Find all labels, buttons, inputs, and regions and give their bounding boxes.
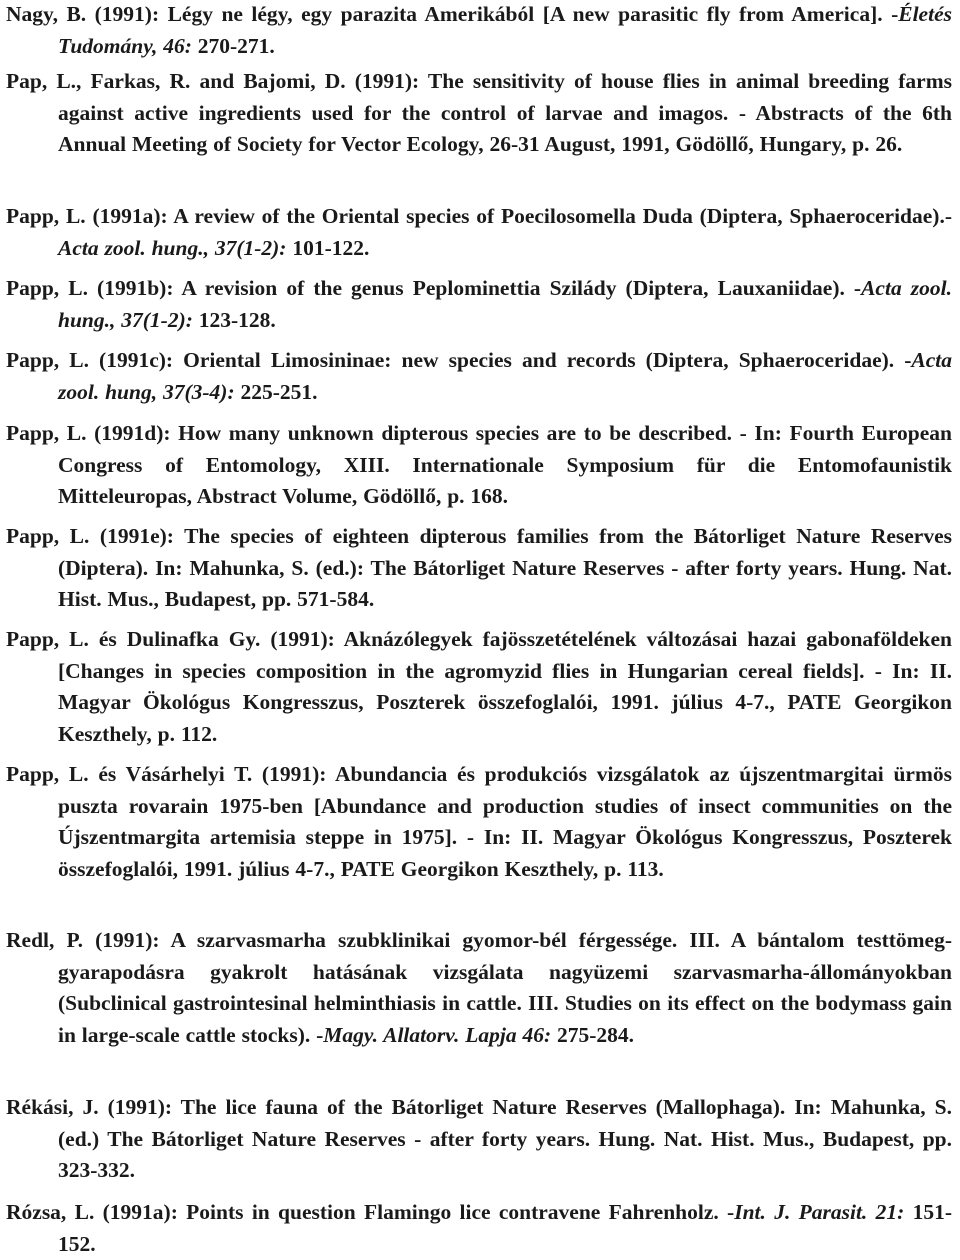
reference-text: (1991): Aknázólegyek fajösszetételének változásai hazai gabonaföldeken [Changes in species composition in the agromyzid flies in Hungarian cereal fields]. - In: II. Magyar Ökológus Kongresszus, Poszterek összefoglalói, 1991. július 4-7., PATE Georgikon Keszthely, p. 112. <box>58 627 952 746</box>
reference-text: (1991): Légy ne légy, egy parazita Amerikából [A new parasitic fly from America]. - <box>86 2 899 26</box>
reference-entry <box>6 1092 952 1187</box>
reference-text: (1991): The lice fauna of the Bátorliget Nature Reserves (Mallophaga). In: Mahunka, S. (ed.) The Bátorliget Nature Reserves - after forty years. Hung. Nat. Hist. Mus., Budapest, pp. 323-332. <box>58 1095 952 1182</box>
reference-entry <box>6 273 952 336</box>
reference-author: Papp, L. <box>6 524 90 548</box>
reference-text: (1991c): Oriental Limosininae: new species and records (Diptera, Sphaeroceridae). - <box>88 348 912 372</box>
reference-text: (1991): Abundancia és produkciós vizsgálatok az újszentmargitai ürmös puszta rovarain 1975-ben [Abundance and production studies of insect communities on the Újszentmargita artemisia steppe in 1975]. - In: II. Magyar Ökológus Kongresszus, Poszterek összefoglalói, 1991. július 4-7., PATE Georgikon Keszthely, p. 113. <box>58 762 952 881</box>
reference-author: Papp, L. <box>6 204 86 228</box>
reference-text: (1991b): A revision of the genus Peplominettia Szilády (Diptera, Lauxaniidae). - <box>87 276 862 300</box>
reference-author: Pap, L., Farkas, R. and Bajomi, D. <box>6 69 346 93</box>
reference-entry <box>6 759 952 885</box>
reference-author: Papp, L. <box>6 348 89 372</box>
reference-text: (1991): A szarvasmarha szubklinikai gyomor-bél férgessége. III. A bántalom testtömeg-gyarapodásra gyakrolt hatásának vizsgálata nagyüzemi szarvasmarha-állományokban (Subclinical gastrointesinal helminthiasis in cattle. III. Studies on its effect on the bodymass gain in large-scale cattle stocks). - <box>58 928 952 1047</box>
reference-author: Rózsa, L. <box>6 1200 95 1224</box>
reference-journal: Acta zool. hung, 37(3-4): <box>58 348 953 404</box>
reference-text: (1991): The sensitivity of house flies in animal breeding farms against active ingredients used for the control of larvae and imagos. - Abstracts of the 6th Annual Meeting of Society for Vector Ecology, 26-31 August, 1991, Gödöllő, Hungary, p. 26. <box>58 69 952 156</box>
reference-entry <box>6 624 952 750</box>
reference-entry <box>6 418 952 513</box>
reference-author: Redl, P. <box>6 928 84 952</box>
reference-pages: 225-251. <box>234 379 318 404</box>
reference-author: Papp, L. és Dulinafka Gy. <box>6 627 261 651</box>
reference-author: Rékási, J. <box>6 1095 99 1119</box>
reference-pages: 123-128. <box>192 307 276 332</box>
reference-text: (1991a): Points in question Flamingo lice contravene Fahrenholz. - <box>94 1200 735 1224</box>
reference-text: (1991a): A review of the Oriental species of Poecilosomella Duda (Diptera, Sphaeroceridae).- <box>85 204 952 228</box>
reference-pages: 151-152. <box>58 1200 952 1256</box>
reference-entry <box>6 1197 952 1260</box>
reference-journal: Életés Tudomány, 46: <box>58 2 952 58</box>
reference-pages: 101-122. <box>286 235 370 260</box>
reference-entry <box>6 345 952 408</box>
reference-journal: Acta zool. hung., 37(1-2): <box>58 276 952 332</box>
reference-entry <box>6 925 952 1051</box>
reference-entry <box>6 201 952 264</box>
reference-author: Nagy, B. <box>6 2 87 26</box>
reference-journal: Int. J. Parasit. 21: <box>734 1200 905 1224</box>
reference-text: (1991e): The species of eighteen dipterous families from the Bátorliget Nature Reserves (Diptera). In: Mahunka, S. (ed.): The Bátorliget Nature Reserves - after forty years. Hung. Nat. Hist. Mus., Budapest, pp. 571-584. <box>58 524 952 611</box>
reference-pages: 275-284. <box>551 1022 635 1047</box>
reference-journal: Acta zool. hung., 37(1-2): <box>58 235 287 260</box>
reference-author: Papp, L. és Vásárhelyi T. <box>6 762 253 786</box>
reference-entry <box>6 0 952 62</box>
reference-entry <box>6 521 952 616</box>
reference-pages: 270-271. <box>191 33 275 58</box>
reference-entry <box>6 66 952 161</box>
reference-journal: Magy. Allatorv. Lapja 46: <box>323 1022 552 1047</box>
reference-list <box>6 0 954 1255</box>
reference-author: Papp, L. <box>6 421 87 445</box>
reference-text: (1991d): How many unknown dipterous species are to be described. - In: Fourth European Congress of Entomology, XIII. Internationale Symposium für die Entomofaunistik Mitteleuropas, Abstract Volume, Gödöllő, p. 168. <box>58 421 953 508</box>
reference-author: Papp, L. <box>6 276 88 300</box>
